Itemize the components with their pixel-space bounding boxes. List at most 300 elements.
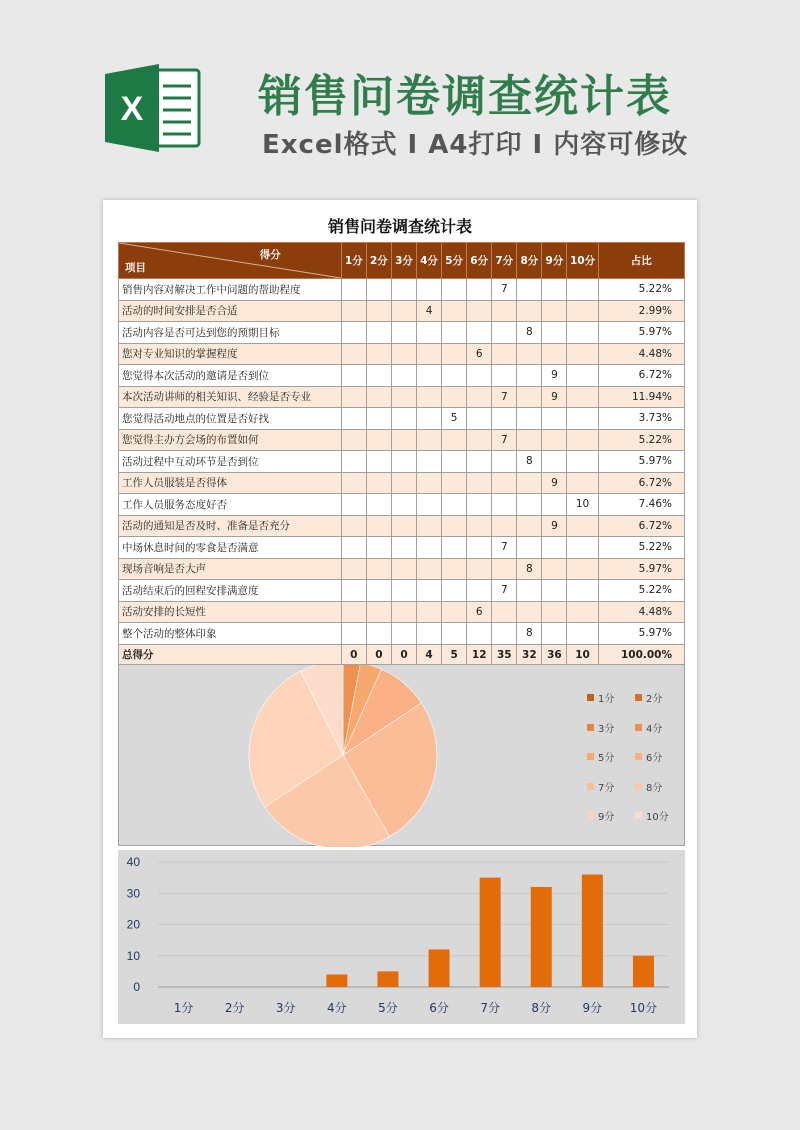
total-score-cell: 0 <box>391 644 416 666</box>
score-cell[interactable] <box>492 343 517 365</box>
table-row <box>119 451 685 473</box>
legend-swatch <box>587 812 594 819</box>
table-row <box>119 494 685 516</box>
score-cell[interactable] <box>341 494 366 516</box>
score-cell[interactable]: 7 <box>492 386 517 408</box>
legend-row <box>587 801 683 831</box>
item-cell[interactable]: 您觉得本次活动的邀请是否到位 <box>119 365 342 387</box>
score-cell[interactable] <box>341 558 366 580</box>
score-cell[interactable] <box>442 279 467 301</box>
table-row <box>119 300 685 322</box>
score-cell[interactable] <box>366 472 391 494</box>
score-cell[interactable] <box>492 322 517 344</box>
score-cell[interactable] <box>517 365 542 387</box>
ratio-cell[interactable]: 6.72% <box>598 472 684 494</box>
score-cell[interactable] <box>391 623 416 645</box>
table-row <box>119 537 685 559</box>
score-cell[interactable] <box>442 515 467 537</box>
score-cell[interactable] <box>341 386 366 408</box>
score-cell[interactable] <box>467 429 492 451</box>
total-score-cell: 35 <box>492 644 517 666</box>
item-cell[interactable]: 活动过程中互动环节是否到位 <box>119 451 342 473</box>
score-cell[interactable]: 8 <box>517 558 542 580</box>
score-cell[interactable] <box>391 300 416 322</box>
score-cell[interactable] <box>366 515 391 537</box>
score-cell[interactable] <box>542 300 567 322</box>
ratio-cell[interactable]: 5.97% <box>598 558 684 580</box>
legend-swatch <box>587 783 594 790</box>
legend-label: 1分 <box>598 694 615 706</box>
legend-row <box>587 772 683 802</box>
score-cell[interactable] <box>542 558 567 580</box>
item-cell[interactable]: 整个活动的整体印象 <box>119 623 342 645</box>
score-cell[interactable] <box>391 279 416 301</box>
score-cell[interactable] <box>442 472 467 494</box>
item-cell[interactable]: 本次活动讲师的相关知识、经验是否专业 <box>119 386 342 408</box>
legend-item <box>635 749 683 764</box>
score-cell[interactable] <box>366 429 391 451</box>
score-cell[interactable] <box>391 472 416 494</box>
ratio-header: 占比 <box>598 243 684 279</box>
score-cell[interactable] <box>442 386 467 408</box>
score-cell[interactable] <box>442 494 467 516</box>
survey-table <box>118 242 685 666</box>
score-cell[interactable] <box>492 601 517 623</box>
legend-label: 5分 <box>598 753 615 765</box>
score-cell[interactable] <box>341 515 366 537</box>
legend-item <box>587 779 635 794</box>
excel-logo-icon <box>103 60 203 156</box>
score-cell[interactable] <box>417 322 442 344</box>
score-cell[interactable] <box>492 494 517 516</box>
ratio-cell[interactable]: 6.72% <box>598 515 684 537</box>
total-ratio-cell: 100.00% <box>598 644 684 666</box>
score-cell[interactable] <box>567 472 598 494</box>
score-cell[interactable]: 7 <box>492 279 517 301</box>
x-tick-label: 9分 <box>582 1001 603 1015</box>
table-row <box>119 429 685 451</box>
ratio-cell[interactable]: 6.72% <box>598 365 684 387</box>
score-cell[interactable] <box>341 300 366 322</box>
score-cell[interactable] <box>567 515 598 537</box>
score-cell[interactable] <box>366 537 391 559</box>
x-tick-label: 8分 <box>531 1001 552 1015</box>
legend-swatch <box>635 783 642 790</box>
score-cell[interactable] <box>467 623 492 645</box>
ratio-cell[interactable]: 5.22% <box>598 279 684 301</box>
legend-item <box>587 808 635 823</box>
item-cell[interactable]: 您觉得活动地点的位置是否好找 <box>119 408 342 430</box>
item-cell[interactable]: 销售内容对解决工作中问题的帮助程度 <box>119 279 342 301</box>
legend-swatch <box>587 724 594 731</box>
ratio-cell[interactable]: 3.73% <box>598 408 684 430</box>
score-cell[interactable] <box>366 558 391 580</box>
logo-letter: X <box>120 90 144 128</box>
score-cell[interactable] <box>417 623 442 645</box>
y-tick-label: 30 <box>126 886 140 901</box>
score-cell[interactable] <box>517 408 542 430</box>
header-item-label: 项目 <box>125 262 146 274</box>
legend-item <box>635 720 683 735</box>
score-cell[interactable] <box>542 322 567 344</box>
total-label-cell: 总得分 <box>119 644 342 666</box>
bar-8分 <box>531 887 552 987</box>
y-tick-label: 0 <box>133 980 140 994</box>
score-cell[interactable] <box>492 451 517 473</box>
score-cell[interactable] <box>442 429 467 451</box>
legend-item <box>635 690 683 705</box>
score-cell[interactable] <box>492 408 517 430</box>
score-cell[interactable] <box>542 343 567 365</box>
score-cell[interactable]: 6 <box>467 343 492 365</box>
legend-item <box>635 779 683 794</box>
score-cell[interactable]: 9 <box>542 365 567 387</box>
x-tick-label: 10分 <box>629 1001 658 1015</box>
score-cell[interactable] <box>391 580 416 602</box>
score-cell[interactable] <box>391 429 416 451</box>
total-score-cell: 32 <box>517 644 542 666</box>
ratio-cell[interactable]: 7.46% <box>598 494 684 516</box>
ratio-cell[interactable]: 4.48% <box>598 601 684 623</box>
score-cell[interactable] <box>517 537 542 559</box>
score-cell[interactable] <box>492 623 517 645</box>
y-tick-label: 10 <box>126 948 140 963</box>
score-cell[interactable]: 9 <box>542 386 567 408</box>
ratio-cell[interactable]: 5.22% <box>598 580 684 602</box>
score-cell[interactable] <box>442 300 467 322</box>
score-cell[interactable]: 8 <box>517 623 542 645</box>
diagonal-header-cell <box>119 243 342 279</box>
spreadsheet-sheet <box>103 200 697 1038</box>
score-cell[interactable] <box>542 279 567 301</box>
score-cell[interactable] <box>542 537 567 559</box>
score-cell[interactable]: 8 <box>517 322 542 344</box>
score-cell[interactable] <box>567 601 598 623</box>
table-row <box>119 472 685 494</box>
legend-label: 2分 <box>646 694 663 706</box>
column-header: 10分 <box>567 243 598 279</box>
x-tick-label: 6分 <box>429 1001 449 1015</box>
score-cell[interactable] <box>366 343 391 365</box>
y-tick-label: 20 <box>126 917 140 932</box>
x-tick-label: 2分 <box>224 1001 245 1015</box>
table-row <box>119 623 685 645</box>
bar-4分 <box>326 975 347 988</box>
score-cell[interactable] <box>567 365 598 387</box>
score-cell[interactable] <box>542 580 567 602</box>
score-cell[interactable] <box>517 429 542 451</box>
bar-5分 <box>377 971 398 987</box>
score-cell[interactable] <box>391 343 416 365</box>
legend-label: 7分 <box>598 782 615 794</box>
score-cell[interactable] <box>391 322 416 344</box>
score-cell[interactable] <box>442 558 467 580</box>
score-cell[interactable] <box>366 322 391 344</box>
legend-swatch <box>635 724 642 731</box>
score-cell[interactable] <box>341 279 366 301</box>
score-cell[interactable] <box>341 322 366 344</box>
score-cell[interactable] <box>467 558 492 580</box>
score-cell[interactable] <box>417 451 442 473</box>
item-cell[interactable]: 工作人员服务态度好否 <box>119 494 342 516</box>
score-cell[interactable] <box>417 386 442 408</box>
score-cell[interactable] <box>567 279 598 301</box>
score-cell[interactable] <box>341 429 366 451</box>
ratio-cell[interactable]: 5.22% <box>598 537 684 559</box>
total-score-cell: 12 <box>467 644 492 666</box>
score-cell[interactable] <box>542 623 567 645</box>
item-cell[interactable]: 您对专业知识的掌握程度 <box>119 343 342 365</box>
item-cell[interactable]: 工作人员服装是否得体 <box>119 472 342 494</box>
score-cell[interactable] <box>341 472 366 494</box>
total-score-cell: 0 <box>366 644 391 666</box>
ratio-cell[interactable]: 11.94% <box>598 386 684 408</box>
column-header: 7分 <box>492 243 517 279</box>
item-cell[interactable]: 活动内容是否可达到您的预期目标 <box>119 322 342 344</box>
item-cell[interactable]: 中场休息时间的零食是否满意 <box>119 537 342 559</box>
score-cell[interactable] <box>517 601 542 623</box>
score-cell[interactable] <box>467 365 492 387</box>
score-cell[interactable] <box>542 601 567 623</box>
score-cell[interactable]: 7 <box>492 429 517 451</box>
score-cell[interactable] <box>467 472 492 494</box>
item-cell[interactable]: 活动结束后的回程安排满意度 <box>119 580 342 602</box>
score-cell[interactable] <box>417 515 442 537</box>
score-cell[interactable] <box>442 365 467 387</box>
score-cell[interactable] <box>366 601 391 623</box>
score-cell[interactable] <box>417 365 442 387</box>
score-cell[interactable] <box>542 408 567 430</box>
bar-chart-panel <box>118 850 685 1024</box>
score-cell[interactable] <box>492 558 517 580</box>
ratio-cell[interactable]: 5.22% <box>598 429 684 451</box>
score-cell[interactable] <box>567 429 598 451</box>
score-cell[interactable] <box>391 386 416 408</box>
score-cell[interactable] <box>391 365 416 387</box>
score-cell[interactable] <box>341 343 366 365</box>
score-cell[interactable] <box>366 623 391 645</box>
column-header: 4分 <box>417 243 442 279</box>
score-cell[interactable] <box>391 451 416 473</box>
score-cell[interactable] <box>567 537 598 559</box>
total-score-cell: 36 <box>542 644 567 666</box>
total-score-cell: 10 <box>567 644 598 666</box>
score-cell[interactable] <box>391 515 416 537</box>
legend-swatch <box>635 753 642 760</box>
table-row <box>119 343 685 365</box>
score-cell[interactable] <box>517 472 542 494</box>
score-cell[interactable] <box>567 623 598 645</box>
table-header-row <box>119 243 685 279</box>
score-cell[interactable] <box>366 386 391 408</box>
score-cell[interactable] <box>366 451 391 473</box>
score-cell[interactable] <box>442 623 467 645</box>
score-cell[interactable]: 9 <box>542 472 567 494</box>
score-cell[interactable] <box>542 451 567 473</box>
score-cell[interactable] <box>417 494 442 516</box>
score-cell[interactable] <box>417 537 442 559</box>
score-cell[interactable] <box>467 537 492 559</box>
score-cell[interactable] <box>567 580 598 602</box>
legend-label: 4分 <box>646 723 663 735</box>
bar-10分 <box>633 956 654 987</box>
score-cell[interactable] <box>341 623 366 645</box>
x-tick-label: 3分 <box>275 1001 296 1015</box>
score-cell[interactable] <box>391 408 416 430</box>
score-cell[interactable] <box>442 343 467 365</box>
legend-label: 6分 <box>646 753 663 765</box>
score-cell[interactable] <box>467 386 492 408</box>
total-score-cell: 5 <box>442 644 467 666</box>
score-cell[interactable] <box>467 322 492 344</box>
total-score-cell: 4 <box>417 644 442 666</box>
score-cell[interactable] <box>366 279 391 301</box>
legend-label: 3分 <box>598 723 615 735</box>
score-cell[interactable] <box>341 365 366 387</box>
score-cell[interactable] <box>517 279 542 301</box>
score-cell[interactable] <box>417 558 442 580</box>
score-cell[interactable] <box>492 515 517 537</box>
score-cell[interactable] <box>467 494 492 516</box>
ratio-cell[interactable]: 5.97% <box>598 322 684 344</box>
legend-item <box>587 749 635 764</box>
score-cell[interactable] <box>567 408 598 430</box>
table-row <box>119 365 685 387</box>
bar-6分 <box>429 950 450 988</box>
score-cell[interactable] <box>442 322 467 344</box>
score-cell[interactable] <box>492 300 517 322</box>
score-cell[interactable] <box>417 343 442 365</box>
x-tick-label: 5分 <box>378 1001 398 1015</box>
column-header: 1分 <box>341 243 366 279</box>
score-cell[interactable] <box>417 580 442 602</box>
item-cell[interactable]: 活动安排的长短性 <box>119 601 342 623</box>
score-cell[interactable] <box>567 558 598 580</box>
score-cell[interactable]: 4 <box>417 300 442 322</box>
score-cell[interactable] <box>417 601 442 623</box>
table-row <box>119 408 685 430</box>
score-cell[interactable] <box>366 408 391 430</box>
legend-swatch <box>587 753 594 760</box>
score-cell[interactable] <box>442 451 467 473</box>
ratio-cell[interactable]: 4.48% <box>598 343 684 365</box>
y-tick-label: 40 <box>126 855 140 869</box>
score-cell[interactable]: 7 <box>492 580 517 602</box>
score-cell[interactable] <box>567 343 598 365</box>
score-cell[interactable] <box>442 537 467 559</box>
column-header: 3分 <box>391 243 416 279</box>
x-tick-label: 1分 <box>173 1001 194 1015</box>
score-cell[interactable] <box>517 343 542 365</box>
ratio-cell[interactable]: 2.99% <box>598 300 684 322</box>
table-row <box>119 386 685 408</box>
score-cell[interactable]: 8 <box>517 451 542 473</box>
total-row <box>119 644 685 666</box>
score-cell[interactable]: 9 <box>542 515 567 537</box>
score-cell[interactable] <box>517 494 542 516</box>
score-cell[interactable] <box>341 408 366 430</box>
item-cell[interactable]: 活动的通知是否及时、准备是否充分 <box>119 515 342 537</box>
score-cell[interactable] <box>366 365 391 387</box>
score-cell[interactable] <box>542 494 567 516</box>
score-cell[interactable] <box>341 451 366 473</box>
score-cell[interactable] <box>467 580 492 602</box>
column-header: 2分 <box>366 243 391 279</box>
ratio-cell[interactable]: 5.97% <box>598 623 684 645</box>
page-subtitle: Excel格式 Ⅰ A4打印 Ⅰ 内容可修改 <box>262 130 689 160</box>
score-cell[interactable] <box>391 494 416 516</box>
legend-row <box>587 713 683 743</box>
score-cell[interactable] <box>492 365 517 387</box>
pie-legend <box>587 683 683 831</box>
bar-chart <box>118 850 685 1024</box>
ratio-cell[interactable]: 5.97% <box>598 451 684 473</box>
score-cell[interactable] <box>417 472 442 494</box>
score-cell[interactable] <box>341 537 366 559</box>
score-cell[interactable] <box>517 386 542 408</box>
score-cell[interactable] <box>467 515 492 537</box>
x-tick-label: 4分 <box>327 1001 347 1015</box>
score-cell[interactable]: 10 <box>567 494 598 516</box>
score-cell[interactable] <box>567 322 598 344</box>
score-cell[interactable] <box>467 408 492 430</box>
item-cell[interactable]: 活动的时间安排是否合适 <box>119 300 342 322</box>
score-cell[interactable] <box>417 279 442 301</box>
score-cell[interactable] <box>567 300 598 322</box>
score-cell[interactable] <box>567 386 598 408</box>
legend-swatch <box>635 694 642 701</box>
score-cell[interactable] <box>517 300 542 322</box>
table-row <box>119 515 685 537</box>
column-header: 9分 <box>542 243 567 279</box>
score-cell[interactable] <box>391 601 416 623</box>
score-cell[interactable] <box>366 300 391 322</box>
score-cell[interactable] <box>467 279 492 301</box>
score-cell[interactable] <box>517 515 542 537</box>
column-header: 8分 <box>517 243 542 279</box>
page-title: 销售问卷调查统计表 <box>258 71 672 122</box>
score-cell[interactable] <box>442 601 467 623</box>
score-cell[interactable] <box>366 494 391 516</box>
score-cell[interactable] <box>417 408 442 430</box>
score-cell[interactable] <box>391 558 416 580</box>
legend-swatch <box>587 694 594 701</box>
score-cell[interactable] <box>517 580 542 602</box>
x-tick-label: 7分 <box>480 1001 500 1015</box>
score-cell[interactable] <box>542 429 567 451</box>
score-cell[interactable]: 7 <box>492 537 517 559</box>
score-cell[interactable] <box>467 300 492 322</box>
score-cell[interactable] <box>492 472 517 494</box>
score-cell[interactable] <box>467 451 492 473</box>
score-cell[interactable] <box>417 429 442 451</box>
table-row <box>119 279 685 301</box>
item-cell[interactable]: 您觉得主办方会场的布置如何 <box>119 429 342 451</box>
score-cell[interactable] <box>391 537 416 559</box>
item-cell[interactable]: 现场音响是否大声 <box>119 558 342 580</box>
score-cell[interactable]: 5 <box>442 408 467 430</box>
bar-9分 <box>582 875 603 988</box>
score-cell[interactable] <box>341 580 366 602</box>
score-cell[interactable] <box>442 580 467 602</box>
score-cell[interactable] <box>366 580 391 602</box>
legend-item <box>587 690 635 705</box>
legend-label: 10分 <box>646 812 669 824</box>
score-cell[interactable]: 6 <box>467 601 492 623</box>
score-cell[interactable] <box>341 601 366 623</box>
score-cell[interactable] <box>567 451 598 473</box>
column-header: 6分 <box>467 243 492 279</box>
